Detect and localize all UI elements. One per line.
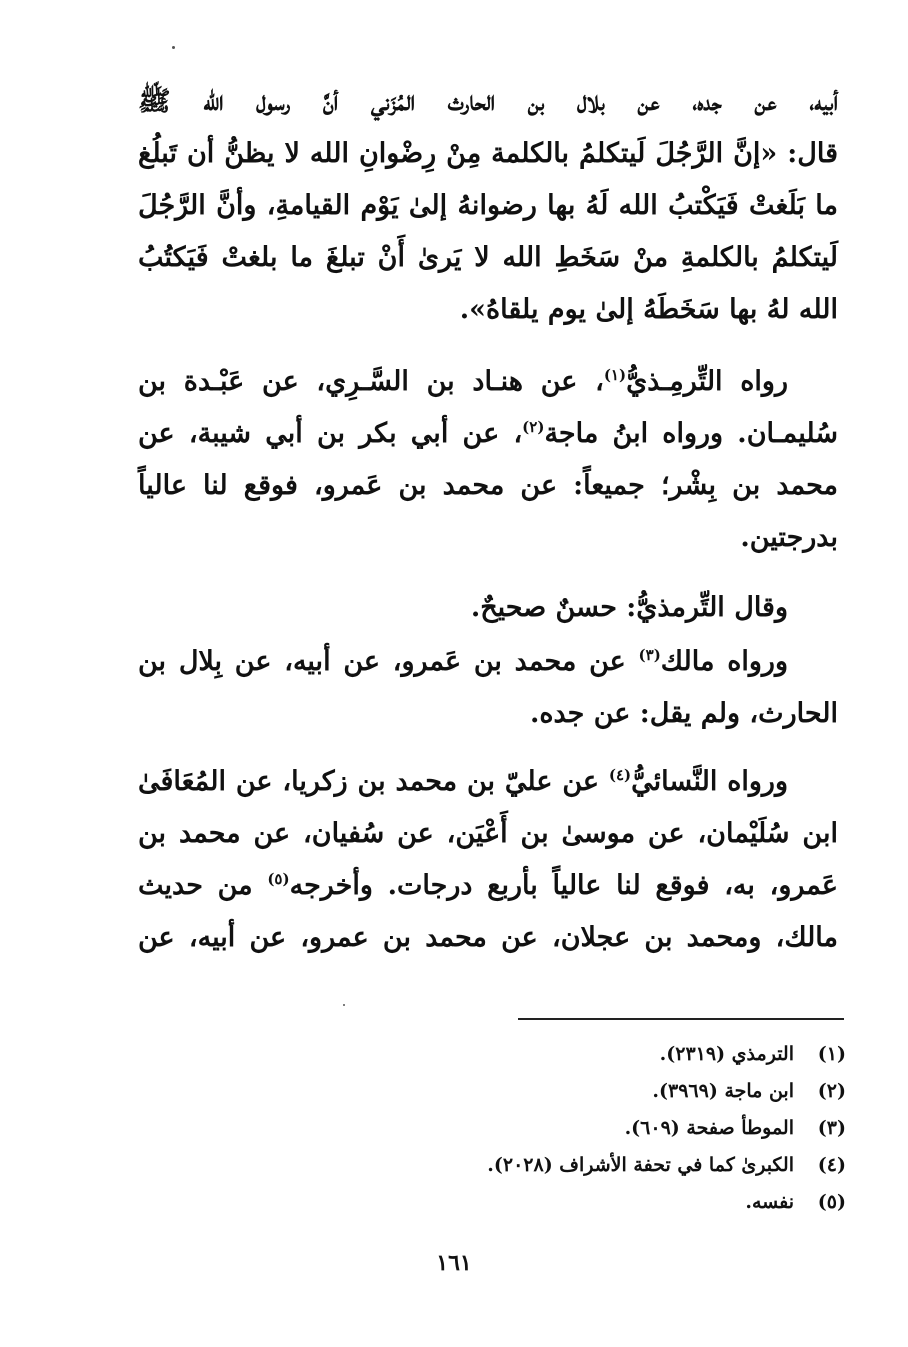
scan-speck: [172, 46, 175, 49]
footnote-number: (٢): [817, 1080, 846, 1102]
text-line: مالك، ومحمد بن عجلان، عن محمد بن عمرو، عن أبيه، عن: [138, 922, 838, 953]
footnote-text: الموطأ صفحة (٦٠٩).: [624, 1117, 794, 1139]
text-line: الله لهُ بها سَخَطَهُ إلىٰ يوم يلقاهُ».: [459, 294, 838, 325]
footnote-item: [426, 1184, 846, 1221]
footnote-item: [426, 1036, 846, 1073]
footnote-text: ابن ماجة (٣٩٦٩).: [652, 1080, 794, 1102]
text-line: الحارث، ولم يقل: عن جده.: [529, 698, 838, 729]
footnote-reference[interactable]: (٤): [608, 766, 632, 784]
text-line: عَمرو، به، فوقع لنا عالياً بأربع درجات. وأخرجه$^{(٥)}$ من حديث: [138, 870, 838, 901]
text-line: ابن سُلَيْمان، عن موسىٰ بن أَعْيَن، عن سُفيان، عن محمد بن: [138, 818, 838, 849]
scan-speck: [343, 1004, 345, 1006]
text-line: ما بَلَغتْ فَيَكْتبُ الله لَهُ بها رضوانهُ إلىٰ يَوْم القيامةِ، وأنَّ الرَّجُلَ: [138, 190, 838, 221]
text-line: بدرجتين.: [740, 522, 838, 553]
text-line: سُليمـان. ورواه ابنُ ماجة$^{(٢)}$، عن أبي بكر بن أبي شيبة، عن: [138, 418, 838, 449]
footnote-number: (١): [817, 1043, 846, 1065]
footnotes-list: [426, 1036, 846, 1221]
footnote-number: (٣): [817, 1117, 846, 1139]
footnote-item: [426, 1147, 846, 1184]
text-line: رواه التِّرمِـذيُّ$^{(١)}$، عن هنـاد بن السَّـرِي، عن عَبْـدة بن: [138, 366, 789, 397]
footnote-reference[interactable]: (٣): [638, 646, 661, 664]
footnote-item: [426, 1110, 846, 1147]
footnote-number: (٥): [817, 1191, 846, 1213]
text-line: ورواه النَّسائيُّ$^{(٤)}$ عن عليّ بن محمد بن زكريا، عن المُعَافَىٰ: [138, 766, 788, 797]
footnote-reference[interactable]: (٢): [522, 418, 545, 436]
footnote-number: (٤): [817, 1154, 846, 1176]
text-line: أبيه، عن جده، عن بلال بن الحارث المُزَني أنَّ رسول الله ﷺ: [138, 86, 838, 117]
footnote-reference[interactable]: (١): [603, 366, 627, 384]
footnote-text: نفسه.: [745, 1191, 794, 1213]
footnote-item: [426, 1073, 846, 1110]
page-number: ١٦١: [436, 1250, 472, 1276]
footnote-separator: [518, 1018, 844, 1020]
footnote-reference[interactable]: (٥): [267, 870, 290, 888]
footnote-text: الترمذي (٢٣١٩).: [659, 1043, 794, 1065]
text-line: ورواه مالك$^{(٣)}$ عن محمد بن عَمرو، عن أبيه، عن بِلال بن: [138, 646, 788, 677]
text-line: لَيتكلمُ بالكلمةِ منْ سَخَطِ الله لا يَرىٰ أَنْ تبلغَ ما بلغتْ فَيَكتُبُ: [138, 242, 838, 273]
footnote-text: الكبرىٰ كما في تحفة الأشراف (٢٠٢٨).: [487, 1154, 794, 1176]
text-line: محمد بن بِشْر؛ جميعاً: عن محمد بن عَمرو، فوقع لنا عالياً: [138, 470, 838, 501]
text-line: وقال التِّرمذيُّ: حسنٌ صحيحٌ.: [470, 592, 788, 623]
text-line: قال: «إنَّ الرَّجُلَ لَيتكلمُ بالكلمة مِنْ رِضْوانِ الله لا يظنُّ أن تَبلُغ: [138, 138, 838, 169]
